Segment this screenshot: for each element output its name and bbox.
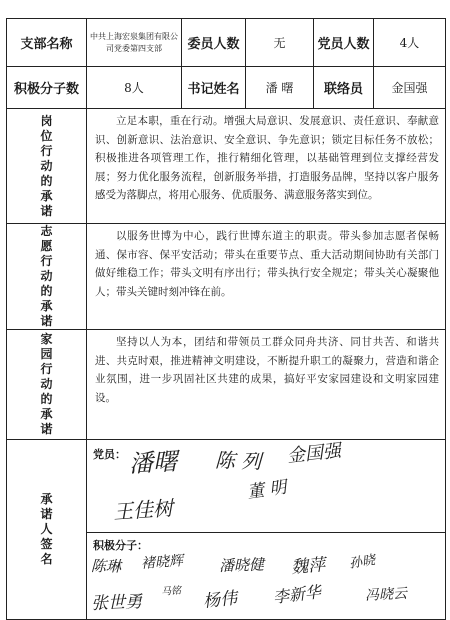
member-count-value: 4人: [374, 19, 446, 67]
member-signature: 金国强: [286, 440, 342, 467]
activists-label: 积极分子：: [93, 539, 148, 552]
branch-name-label: 支部名称: [7, 19, 87, 67]
committee-count-label: 委员人数: [182, 19, 246, 67]
activist-signature: 孙晓: [348, 552, 377, 572]
liaison-label: 联络员: [314, 67, 374, 109]
member-signature-block: [87, 440, 445, 532]
activist-count-value: 8人: [87, 67, 182, 109]
signature-row: [7, 440, 446, 620]
activist-signature: 潘晓健: [218, 555, 265, 575]
home-pledge-text: 坚持以人为本，团结和带领员工群众同舟共济、同甘共苦、和谐共进、共克时艰，推进精神文明建设，不断提升职工的凝聚力，营造和谐企业氛围，进一步巩固社区共建的成果，搞好平安家园建设和文明家园建设。: [87, 330, 446, 440]
members-label: 党员：: [93, 448, 126, 461]
pledge-form-table: [6, 18, 446, 620]
member-signature: 董 明: [245, 477, 288, 503]
secretary-value: 潘 曙: [246, 67, 314, 109]
volunteer-pledge-row: [7, 224, 446, 330]
member-signature: 王佳树: [112, 495, 174, 524]
header-row-2: [7, 67, 446, 109]
signature-area: [87, 440, 446, 620]
job-pledge-text: 立足本职，重在行动。增强大局意识、发展意识、责任意识、奉献意识、创新意识、法治意识、安全意识、争先意识；锁定目标任务不放松；积极推进各项管理工作，推行精细化管理，以基础管理到位支撑经营发展；努力优化服务流程，创新服务举措，打造服务品牌，坚持以客户服务感受为落脚点，将用心服务、优质服务、满意服务落实到位。: [87, 109, 446, 224]
activist-signature: 冯晓云: [364, 585, 408, 604]
secretary-label: 书记姓名: [182, 67, 246, 109]
signature-label: 承 诺 人 签 名: [7, 440, 87, 620]
activist-signature: 陈琳: [90, 557, 122, 576]
header-row-1: [7, 19, 446, 67]
liaison-value: 金国强: [374, 67, 446, 109]
activist-signature: 褚晓辉: [140, 553, 184, 572]
activist-signature: 魏萍: [290, 555, 326, 578]
job-pledge-label: 岗 位 行 动 的 承 诺: [7, 109, 87, 224]
branch-name-value: 中共上海宏泉集团有限公司党委第四支部: [87, 19, 182, 67]
activist-signature: 杨伟: [202, 588, 239, 612]
activist-count-label: 积极分子数: [7, 67, 87, 109]
job-pledge-row: [7, 109, 446, 224]
activist-signature: 李新华: [271, 582, 322, 607]
volunteer-pledge-label: 志 愿 行 动 的 承 诺: [7, 224, 87, 330]
member-signature: 潘曙: [128, 447, 178, 478]
member-signature: 陈 列: [214, 448, 262, 474]
member-count-label: 党员人数: [314, 19, 374, 67]
committee-count-value: 无: [246, 19, 314, 67]
home-pledge-row: [7, 330, 446, 440]
activist-signature: 马铭: [160, 585, 182, 598]
volunteer-pledge-text: 以服务世博为中心，践行世博东道主的职责。带头参加志愿者保畅通、保市容、保平安活动；带头在重要节点、重大活动期间协助有关部门做好维稳工作；带头文明有序出行；带头执行安全规定；带头关心凝聚他人；带头关键时刻冲锋在前。: [87, 224, 446, 330]
home-pledge-label: 家 园 行 动 的 承 诺: [7, 330, 87, 440]
activist-signature: 张世勇: [90, 592, 143, 614]
activist-signature-block: [87, 532, 445, 619]
